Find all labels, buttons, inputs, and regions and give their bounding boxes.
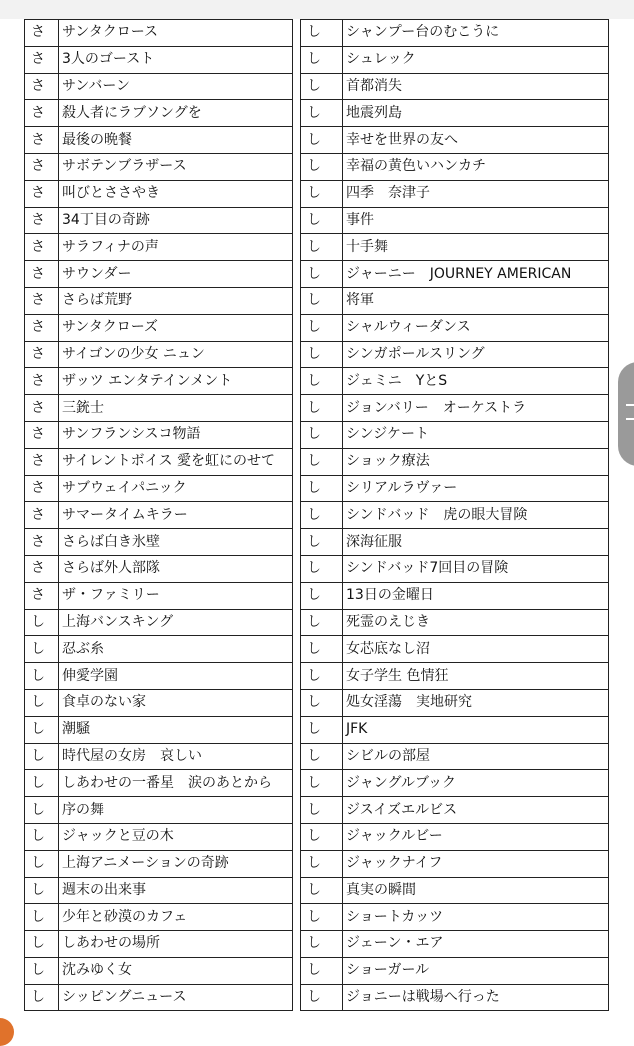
table-row [25, 743, 293, 770]
table-row [301, 877, 609, 904]
kana-index-cell: し [25, 663, 59, 690]
movie-title-cell: 四季 奈津子 [343, 180, 609, 207]
table-row [25, 207, 293, 234]
table-row [25, 448, 293, 475]
movie-title-cell: 序の舞 [59, 797, 293, 824]
table-row [25, 716, 293, 743]
table-row [301, 716, 609, 743]
kana-index-cell: し [301, 877, 343, 904]
kana-index-cell: さ [25, 341, 59, 368]
table-row [301, 287, 609, 314]
movie-title-cell: 深海征服 [343, 529, 609, 556]
table-row [25, 368, 293, 395]
movie-title-cell: 潮騒 [59, 716, 293, 743]
movie-title-cell: ジャングルブック [343, 770, 609, 797]
table-row [25, 957, 293, 984]
movie-title-cell: ジョンバリー オーケストラ [343, 395, 609, 422]
table-row [25, 609, 293, 636]
table-row [25, 73, 293, 100]
movie-title-cell: しあわせの一番星 涙のあとから [59, 770, 293, 797]
kana-index-cell: し [25, 689, 59, 716]
movie-title-cell: 少年と砂漠のカフェ [59, 904, 293, 931]
table-row [301, 823, 609, 850]
movie-title-cell: ジョニーは戦場へ行った [343, 984, 609, 1011]
kana-index-cell: さ [25, 127, 59, 154]
kana-index-cell: し [25, 984, 59, 1011]
movie-title-cell: サマータイムキラー [59, 502, 293, 529]
movie-title-cell: 女子学生 色情狂 [343, 663, 609, 690]
kana-index-cell: し [25, 904, 59, 931]
movie-title-cell: ジャーニー JOURNEY AMERICAN [343, 261, 609, 288]
table-row [25, 46, 293, 73]
kana-index-cell: し [301, 957, 343, 984]
movie-title-cell: サンフランシスコ物語 [59, 421, 293, 448]
kana-index-cell: し [301, 180, 343, 207]
movie-title-cell: 叫びとささやき [59, 180, 293, 207]
kana-index-cell: さ [25, 207, 59, 234]
kana-index-cell: さ [25, 46, 59, 73]
movie-title-cell: 三銃士 [59, 395, 293, 422]
table-row [25, 395, 293, 422]
movie-title-cell: シンガポールスリング [343, 341, 609, 368]
table-row [301, 663, 609, 690]
movie-title-cell: サボテンブラザース [59, 153, 293, 180]
kana-index-cell: し [301, 341, 343, 368]
movie-title-cell: 十手舞 [343, 234, 609, 261]
kana-index-cell: し [25, 957, 59, 984]
table-row [25, 770, 293, 797]
movie-title-cell: サンバーン [59, 73, 293, 100]
movie-title-cell: さらば白き氷壁 [59, 529, 293, 556]
movie-title-cell: 処女淫蕩 実地研究 [343, 689, 609, 716]
table-row [301, 609, 609, 636]
kana-index-cell: し [301, 984, 343, 1011]
movie-title-cell: ジャックと豆の木 [59, 823, 293, 850]
movie-title-cell: ジャックルビー [343, 823, 609, 850]
movie-title-cell: サブウェイパニック [59, 475, 293, 502]
table-row [25, 877, 293, 904]
movie-title-cell: シビルの部屋 [343, 743, 609, 770]
movie-title-cell: 最後の晩餐 [59, 127, 293, 154]
movie-title-cell: ジェーン・エア [343, 931, 609, 958]
kana-index-cell: し [25, 609, 59, 636]
kana-index-cell: し [301, 555, 343, 582]
table-row [25, 904, 293, 931]
movie-title-cell: 上海バンスキング [59, 609, 293, 636]
movie-title-cell: 真実の瞬間 [343, 877, 609, 904]
kana-index-cell: し [25, 636, 59, 663]
table-row [25, 261, 293, 288]
movie-title-cell: シャンプー台のむこうに [343, 20, 609, 47]
table-row [301, 743, 609, 770]
kana-index-cell: し [301, 716, 343, 743]
kana-index-cell: し [301, 395, 343, 422]
kana-index-cell: し [301, 287, 343, 314]
table-row [301, 475, 609, 502]
kana-index-cell: さ [25, 421, 59, 448]
kana-index-cell: し [301, 234, 343, 261]
table-row [25, 314, 293, 341]
kana-index-cell: し [301, 529, 343, 556]
table-row [301, 904, 609, 931]
movie-title-cell: 沈みゆく女 [59, 957, 293, 984]
movie-title-cell: 伸愛学園 [59, 663, 293, 690]
kana-index-cell: し [301, 20, 343, 47]
movie-title-cell: シンドバッド 虎の眼大冒険 [343, 502, 609, 529]
menu-tab-icon [626, 404, 634, 420]
movie-title-cell: 上海アニメーションの奇跡 [59, 850, 293, 877]
table-row [301, 395, 609, 422]
kana-index-cell: し [25, 716, 59, 743]
movie-title-cell: 女芯底なし沼 [343, 636, 609, 663]
kana-index-cell: さ [25, 448, 59, 475]
movie-title-cell: サイゴンの少女 ニュン [59, 341, 293, 368]
kana-index-cell: し [301, 663, 343, 690]
kana-index-cell: さ [25, 73, 59, 100]
movie-title-cell: 34丁目の奇跡 [59, 207, 293, 234]
kana-index-cell: さ [25, 20, 59, 47]
movie-title-cell: サンタクロース [59, 20, 293, 47]
movie-title-cell: JFK [343, 716, 609, 743]
movie-title-cell: シャルウィーダンス [343, 314, 609, 341]
table-row [301, 73, 609, 100]
table-row [25, 636, 293, 663]
movie-title-cell: 地震列島 [343, 100, 609, 127]
corner-badge-icon [0, 1018, 14, 1046]
movie-title-cell: シリアルラヴァー [343, 475, 609, 502]
table-row [25, 475, 293, 502]
movie-title-cell: 殺人者にラブソングを [59, 100, 293, 127]
kana-index-cell: し [301, 475, 343, 502]
movie-title-cell: ジェミニ YとS [343, 368, 609, 395]
movie-title-cell: 忍ぶ糸 [59, 636, 293, 663]
kana-index-cell: し [301, 636, 343, 663]
kana-index-cell: し [301, 314, 343, 341]
kana-index-cell: し [301, 770, 343, 797]
top-bar [0, 0, 634, 19]
table-row [301, 448, 609, 475]
movie-title-cell: 事件 [343, 207, 609, 234]
kana-index-cell: し [301, 448, 343, 475]
table-row [301, 770, 609, 797]
movie-title-cell: さらば外人部隊 [59, 555, 293, 582]
kana-index-cell: し [25, 877, 59, 904]
movie-title-cell: シンジケート [343, 421, 609, 448]
kana-index-cell: し [25, 850, 59, 877]
kana-index-cell: し [301, 46, 343, 73]
kana-index-cell: し [301, 261, 343, 288]
movie-title-cell: サイレントボイス 愛を虹にのせて [59, 448, 293, 475]
kana-index-cell: さ [25, 502, 59, 529]
table-row [301, 689, 609, 716]
movie-title-cell: ショック療法 [343, 448, 609, 475]
table-row [25, 850, 293, 877]
table-row [301, 20, 609, 47]
kana-index-cell: し [301, 368, 343, 395]
table-row [301, 582, 609, 609]
table-row [301, 957, 609, 984]
movie-title-cell: 将軍 [343, 287, 609, 314]
movie-title-cell: ジャックナイフ [343, 850, 609, 877]
table-row [301, 931, 609, 958]
kana-index-cell: し [301, 73, 343, 100]
kana-index-cell: し [25, 823, 59, 850]
table-row [25, 341, 293, 368]
kana-index-cell: し [301, 850, 343, 877]
table-row [301, 341, 609, 368]
kana-index-cell: し [301, 100, 343, 127]
table-row [25, 234, 293, 261]
movie-table-right [300, 19, 609, 1011]
kana-index-cell: さ [25, 529, 59, 556]
table-row [25, 689, 293, 716]
movie-title-cell: しあわせの場所 [59, 931, 293, 958]
kana-index-cell: さ [25, 153, 59, 180]
movie-title-cell: 死霊のえじき [343, 609, 609, 636]
kana-index-cell: し [301, 823, 343, 850]
kana-index-cell: さ [25, 475, 59, 502]
table-row [301, 314, 609, 341]
kana-index-cell: し [301, 421, 343, 448]
table-row [25, 555, 293, 582]
movie-title-cell: さらば荒野 [59, 287, 293, 314]
table-row [301, 368, 609, 395]
movie-title-cell: サラフィナの声 [59, 234, 293, 261]
table-row [301, 234, 609, 261]
kana-index-cell: し [301, 689, 343, 716]
movie-table-left [24, 19, 293, 1011]
kana-index-cell: し [301, 207, 343, 234]
kana-index-cell: し [301, 931, 343, 958]
kana-index-cell: さ [25, 395, 59, 422]
movie-title-cell: シッピングニュース [59, 984, 293, 1011]
table-row [25, 502, 293, 529]
table-row [301, 153, 609, 180]
table-row [25, 20, 293, 47]
movie-title-cell: 食卓のない家 [59, 689, 293, 716]
movie-title-cell: 時代屋の女房 哀しい [59, 743, 293, 770]
table-row [301, 636, 609, 663]
kana-index-cell: し [301, 797, 343, 824]
kana-index-cell: さ [25, 555, 59, 582]
table-row [25, 931, 293, 958]
movie-title-cell: ザ・ファミリー [59, 582, 293, 609]
table-row [301, 180, 609, 207]
kana-index-cell: さ [25, 261, 59, 288]
movie-title-cell: ジスイズエルビス [343, 797, 609, 824]
table-row [25, 529, 293, 556]
kana-index-cell: さ [25, 582, 59, 609]
kana-index-cell: さ [25, 314, 59, 341]
table-row [25, 582, 293, 609]
kana-index-cell: し [25, 770, 59, 797]
table-row [25, 823, 293, 850]
table-row [25, 984, 293, 1011]
movie-title-cell: シンドバッド7回目の冒険 [343, 555, 609, 582]
table-row [25, 153, 293, 180]
kana-index-cell: し [301, 502, 343, 529]
kana-index-cell: し [301, 127, 343, 154]
table-row [25, 180, 293, 207]
table-row [301, 261, 609, 288]
movie-title-cell: 週末の出来事 [59, 877, 293, 904]
table-row [25, 287, 293, 314]
kana-index-cell: し [301, 609, 343, 636]
table-row [301, 100, 609, 127]
table-row [25, 797, 293, 824]
table-row [301, 555, 609, 582]
movie-title-cell: シュレック [343, 46, 609, 73]
movie-title-cell: ザッツ エンタテインメント [59, 368, 293, 395]
movie-title-cell: ショーガール [343, 957, 609, 984]
kana-index-cell: し [25, 797, 59, 824]
table-row [301, 797, 609, 824]
table-row [301, 127, 609, 154]
kana-index-cell: さ [25, 234, 59, 261]
movie-title-cell: サンタクローズ [59, 314, 293, 341]
table-row [25, 127, 293, 154]
movie-title-cell: 幸福の黄色いハンカチ [343, 153, 609, 180]
kana-index-cell: し [301, 153, 343, 180]
table-row [301, 421, 609, 448]
movie-title-cell: 幸せを世界の友へ [343, 127, 609, 154]
kana-index-cell: さ [25, 180, 59, 207]
table-row [301, 529, 609, 556]
kana-index-cell: し [25, 931, 59, 958]
kana-index-cell: さ [25, 100, 59, 127]
table-row [301, 46, 609, 73]
movie-title-cell: 3人のゴースト [59, 46, 293, 73]
table-row [301, 850, 609, 877]
kana-index-cell: し [25, 743, 59, 770]
movie-title-cell: 首都消失 [343, 73, 609, 100]
kana-index-cell: し [301, 743, 343, 770]
table-row [301, 207, 609, 234]
movie-title-cell: 13日の金曜日 [343, 582, 609, 609]
table-row [25, 663, 293, 690]
kana-index-cell: し [301, 904, 343, 931]
movie-title-cell: ショートカッツ [343, 904, 609, 931]
kana-index-cell: さ [25, 368, 59, 395]
movie-title-cell: サウンダー [59, 261, 293, 288]
table-row [301, 502, 609, 529]
table-row [25, 421, 293, 448]
kana-index-cell: し [301, 582, 343, 609]
table-row [301, 984, 609, 1011]
table-row [25, 100, 293, 127]
kana-index-cell: さ [25, 287, 59, 314]
